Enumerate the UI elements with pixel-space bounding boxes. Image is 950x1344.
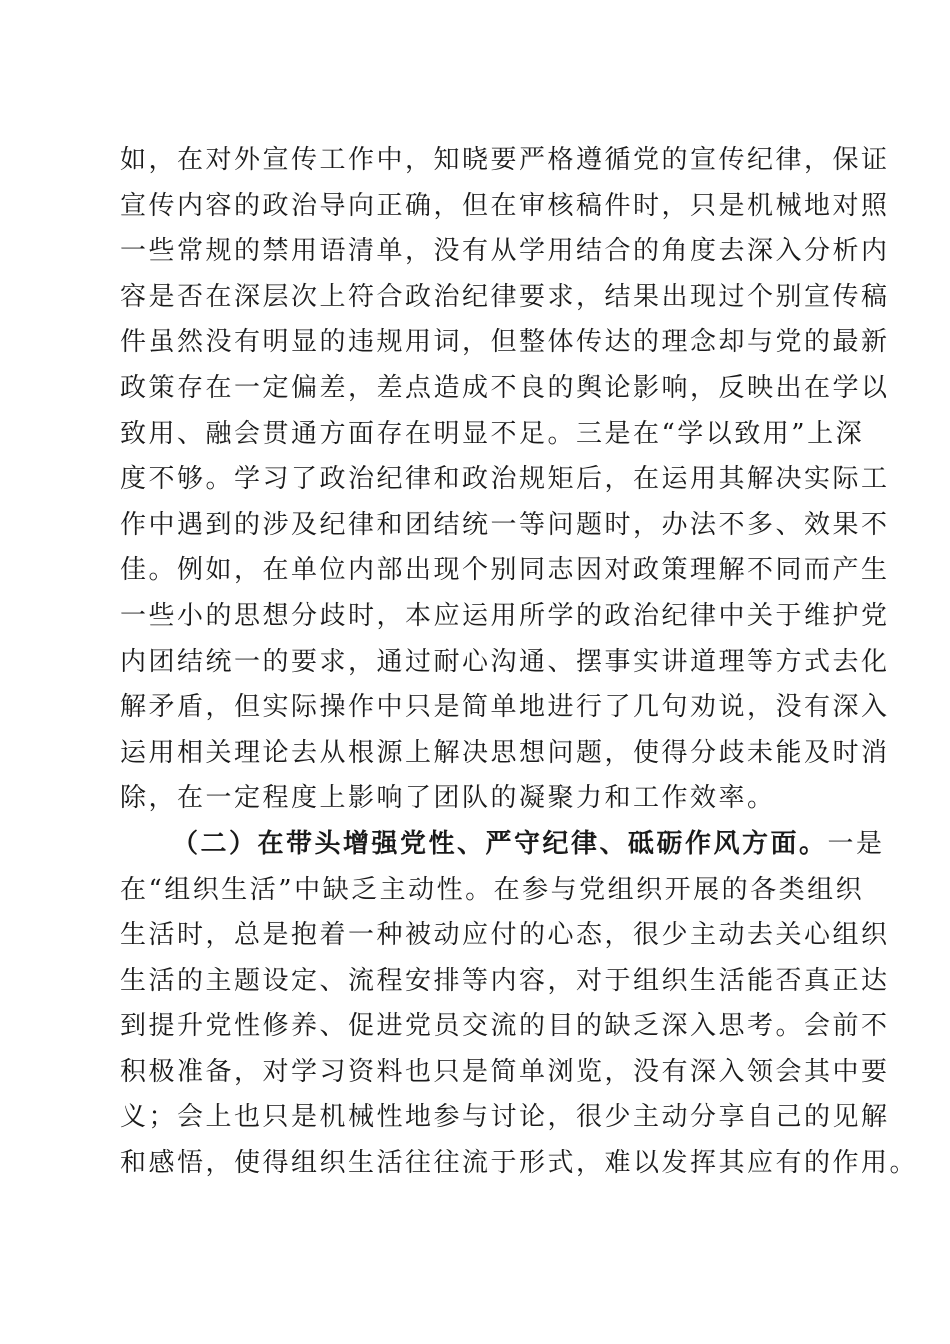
text-line: 如，在对外宣传工作中，知晓要严格遵循党的宣传纪律，保证	[120, 145, 890, 175]
body-text	[120, 138, 919, 1187]
text-line: 在“组织生活”中缺乏主动性。在参与党组织开展的各类组织	[120, 874, 865, 905]
text-line: 容是否在深层次上符合政治纪律要求，结果出现过个别宣传稿	[120, 281, 890, 312]
text-line: 佳。例如，在单位内部出现个别同志因对政策理解不同而产生	[120, 555, 890, 586]
text-line: 一些小的思想分歧时，本应运用所学的政治纪律中关于维护党	[120, 600, 890, 631]
text-line: 生活时，总是抱着一种被动应付的心态，很少主动去关心组织	[120, 920, 890, 951]
text-line: 除，在一定程度上影响了团队的凝聚力和工作效率。	[120, 783, 776, 814]
text-line: 解矛盾，但实际操作中只是简单地进行了几句劝说，没有深入	[120, 692, 890, 723]
text-line: 一些常规的禁用语清单，没有从学用结合的角度去深入分析内	[120, 236, 890, 267]
text-line: 宣传内容的政治导向正确，但在审核稿件时，只是机械地对照	[120, 190, 890, 221]
text-line: 内团结统一的要求，通过耐心沟通、摆事实讲道理等方式去化	[120, 646, 890, 677]
section-heading: （二）在带头增强党性、严守纪律、砥砺作风方面。	[172, 828, 828, 859]
text-line: 积极准备，对学习资料也只是简单浏览，没有深入领会其中要	[120, 1056, 890, 1087]
text-line: 件虽然没有明显的违规用词，但整体传达的理念却与党的最新	[120, 327, 890, 358]
text-line: 致用、融会贯通方面存在明显不足。三是在“学以致用”上深	[120, 418, 865, 449]
text-line: 度不够。学习了政治纪律和政治规矩后，在运用其解决实际工	[120, 464, 890, 495]
text-line: 到提升党性修养、促进党员交流的目的缺乏深入思考。会前不	[120, 1011, 890, 1042]
text-line: 义；会上也只是机械性地参与讨论，很少主动分享自己的见解	[120, 1102, 890, 1133]
text-line: 作中遇到的涉及纪律和团结统一等问题时，办法不多、效果不	[120, 509, 890, 540]
text-line: 政策存在一定偏差，差点造成不良的舆论影响，反映出在学以	[120, 372, 890, 403]
text-line: 和感悟，使得组织生活往往流于形式，难以发挥其应有的作用。	[120, 1148, 919, 1179]
section-heading-rest: 一是	[827, 828, 885, 859]
text-line: 运用相关理论去从根源上解决思想问题，使得分歧未能及时消	[120, 737, 890, 768]
section-heading-line	[120, 822, 885, 868]
text-line: 生活的主题设定、流程安排等内容，对于组织生活能否真正达	[120, 965, 890, 996]
